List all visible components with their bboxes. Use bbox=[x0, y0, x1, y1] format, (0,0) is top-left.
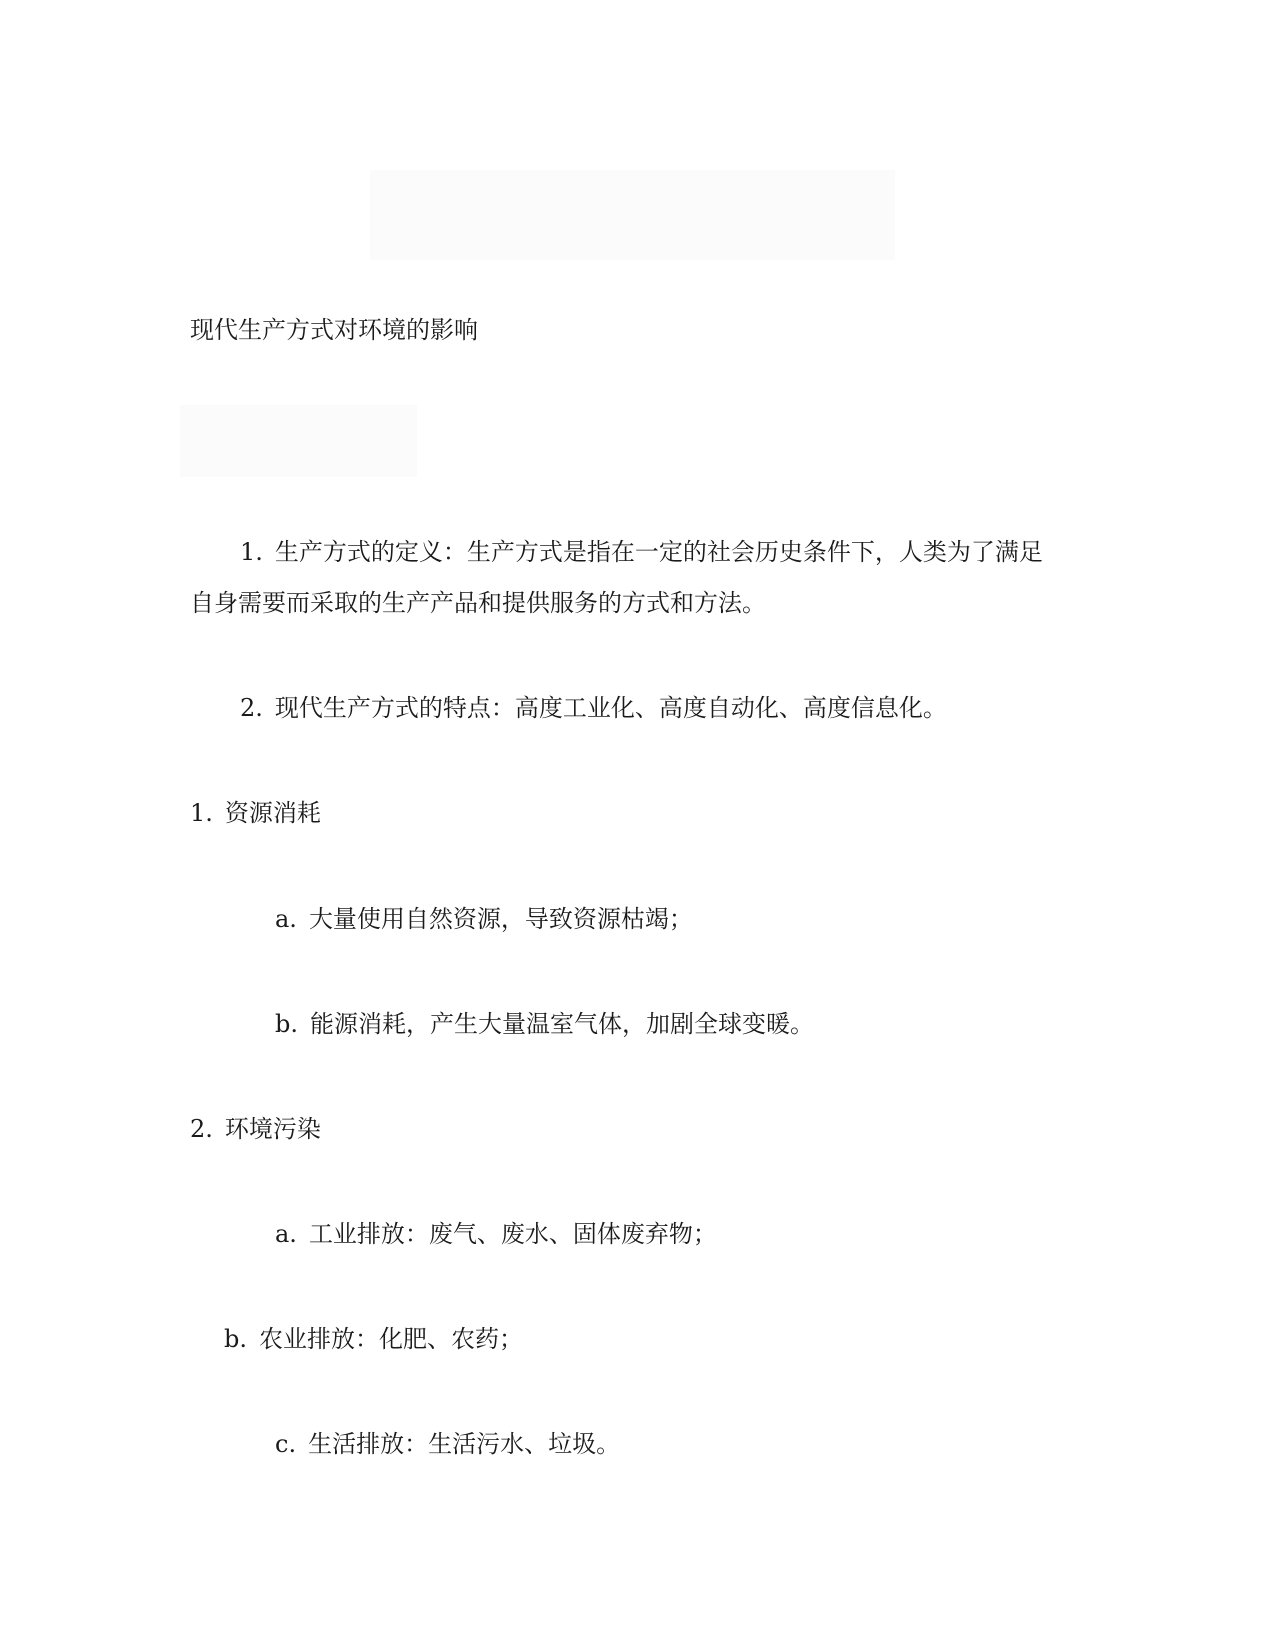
intro-item-2-number: 2. bbox=[240, 694, 263, 722]
faint-subheader-block bbox=[180, 405, 417, 477]
document-title: 现代生产方式对环境的影响 bbox=[190, 316, 478, 344]
section-1-item-a bbox=[275, 903, 693, 935]
section-1-item-a-text: 大量使用自然资源，导致资源枯竭； bbox=[308, 905, 693, 933]
section-2-item-c bbox=[275, 1428, 620, 1460]
section-2-item-a-marker: a. bbox=[275, 1220, 297, 1248]
section-1-heading bbox=[190, 797, 321, 829]
section-2-item-a-text: 工业排放：废气、废水、固体废弃物； bbox=[308, 1220, 717, 1248]
section-2-number: 2. bbox=[190, 1115, 213, 1143]
section-2-item-b bbox=[224, 1323, 523, 1355]
faint-header-block bbox=[370, 170, 895, 260]
section-2-item-c-text: 生活排放：生活污水、垃圾。 bbox=[308, 1430, 621, 1458]
intro-item-1-line1: 生产方式的定义：生产方式是指在一定的社会历史条件下，人类为了满足 bbox=[274, 538, 1043, 566]
intro-item-1-number: 1. bbox=[240, 538, 263, 566]
section-2-heading bbox=[190, 1113, 321, 1145]
section-1-number: 1. bbox=[190, 799, 213, 827]
section-1-title: 资源消耗 bbox=[224, 799, 321, 827]
intro-item-1-line2: 自身需要而采取的生产产品和提供服务的方式和方法。 bbox=[190, 589, 766, 617]
section-1-item-a-marker: a. bbox=[275, 905, 297, 933]
intro-item-2 bbox=[240, 692, 947, 724]
section-2-item-b-text: 农业排放：化肥、农药； bbox=[259, 1325, 523, 1353]
section-2-title: 环境污染 bbox=[224, 1115, 321, 1143]
intro-item-1 bbox=[240, 536, 1043, 568]
section-1-item-b-marker: b. bbox=[275, 1010, 298, 1038]
section-2-item-c-marker: c. bbox=[275, 1430, 297, 1458]
section-1-item-b bbox=[275, 1008, 814, 1040]
section-1-item-b-text: 能源消耗，产生大量温室气体，加剧全球变暖。 bbox=[310, 1010, 814, 1038]
intro-item-2-line1: 现代生产方式的特点：高度工业化、高度自动化、高度信息化。 bbox=[274, 694, 947, 722]
section-2-item-a bbox=[275, 1218, 717, 1250]
section-2-item-b-marker: b. bbox=[224, 1325, 247, 1353]
